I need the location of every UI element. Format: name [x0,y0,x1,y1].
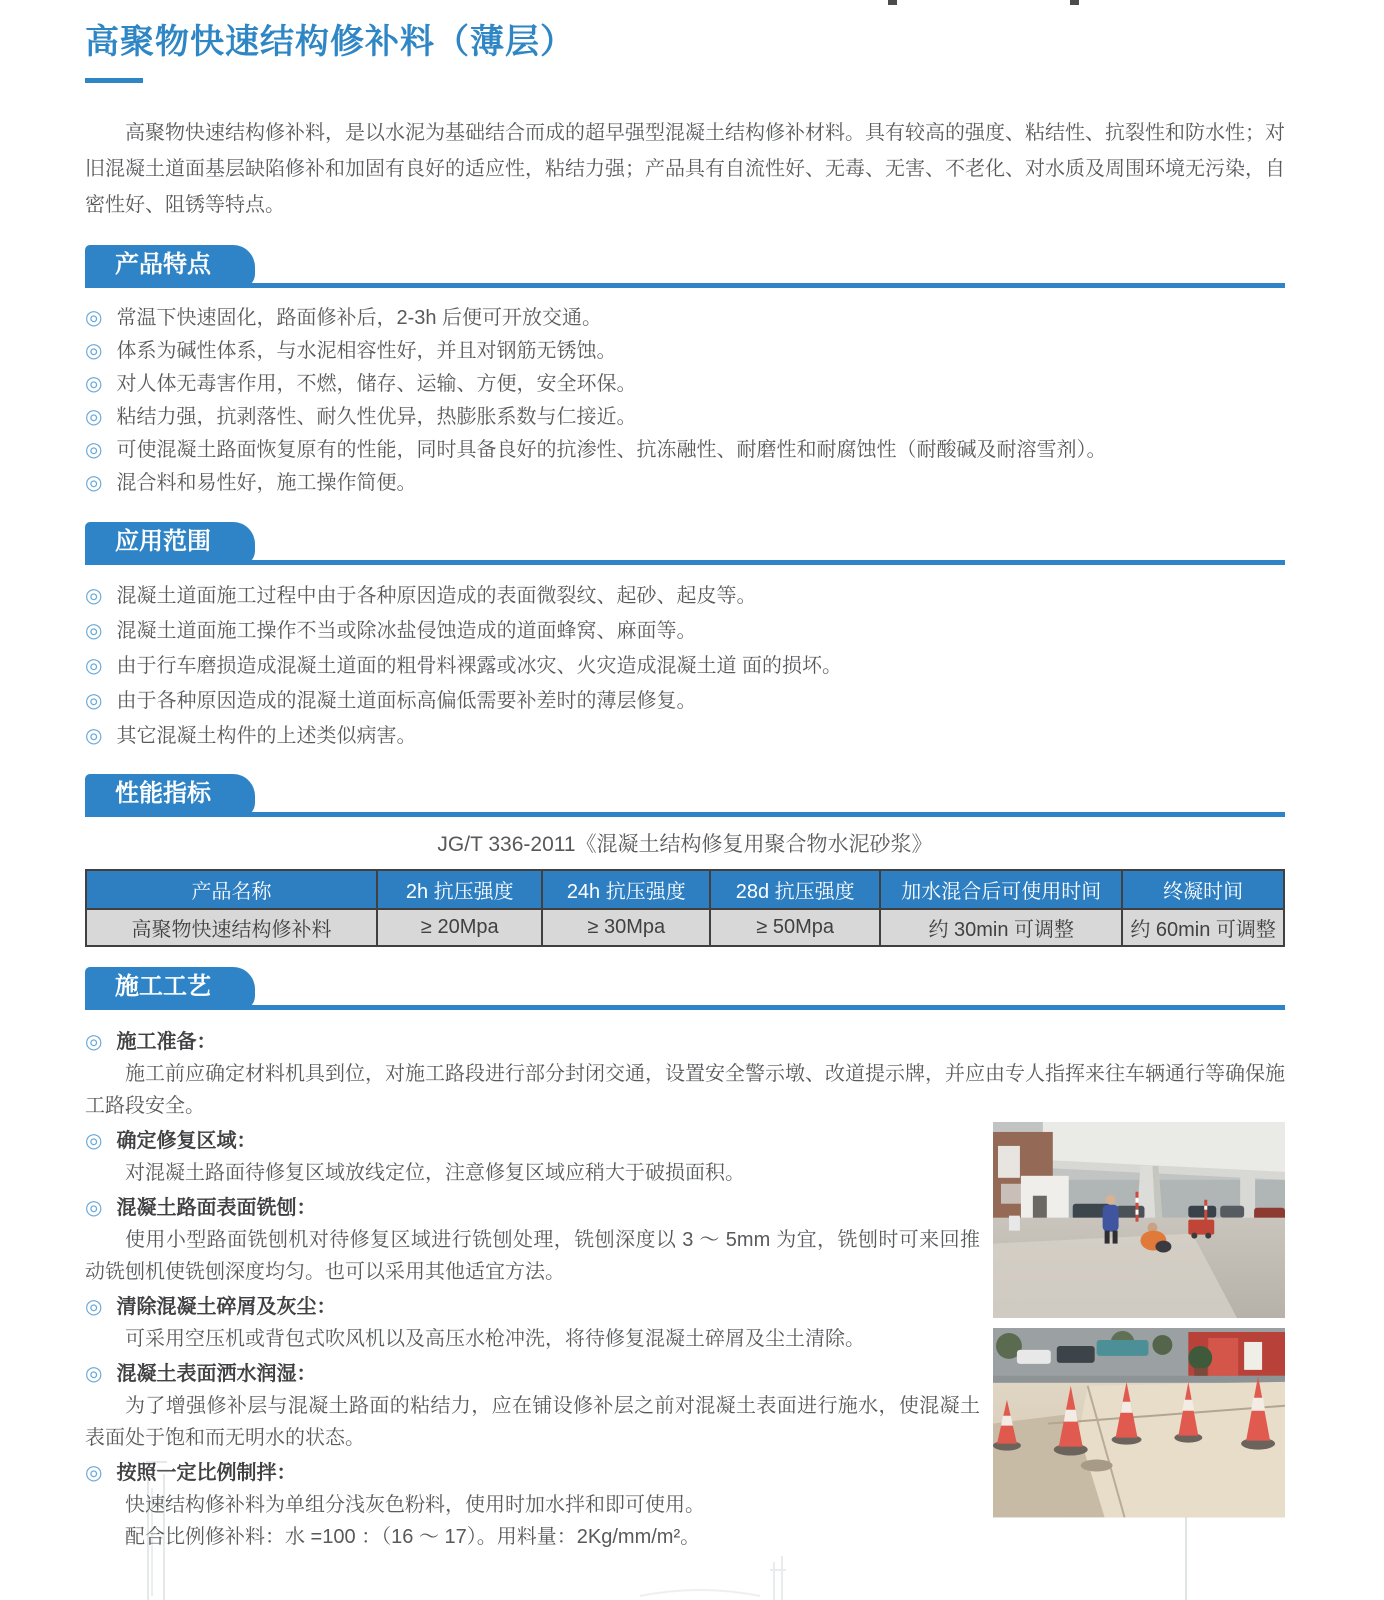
bullseye-bullet-icon: ◎ [85,1130,103,1152]
bullseye-bullet-icon: ◎ [85,373,103,395]
section-rule [85,560,1285,565]
page-title: 高聚物快速结构修补料（薄层） [85,23,575,61]
step-label-text: 确定修复区域： [116,1130,257,1152]
bullseye-bullet-icon: ◎ [85,1031,103,1053]
bullseye-bullet-icon: ◎ [85,655,103,677]
step-label-text: 混凝土表面洒水润湿： [116,1363,317,1385]
section-header-performance [85,774,1285,817]
table-row [86,909,1284,946]
section-header-features [85,245,1285,288]
table-cell: 高聚物快速结构修补料 [86,909,377,946]
section-rule [85,283,1285,288]
section-rule [85,812,1285,817]
process-step-label [85,1125,980,1157]
intro-paragraph: 高聚物快速结构修补料，是以水泥为基础结合而成的超早强型混凝土结构修补材料。具有较高的强度、粘结性、抗裂性和防水性；对旧混凝土道面基层缺陷修补和加固有良好的适应性，粘结力强；产品具有自流性好、无毒、无害、不老化、对水质及周围环境无污染，自密性好、阻锈等特点。 [85,122,1285,216]
features-list [85,302,1285,500]
list-item-text: 混凝土道面施工过程中由于各种原因造成的表面微裂纹、起砂、起皮等。 [116,585,757,607]
bullseye-bullet-icon: ◎ [85,1296,103,1318]
table-header-cell: 28d 抗压强度 [710,870,880,909]
bullseye-bullet-icon: ◎ [85,725,103,747]
list-item-text: 可使混凝土路面恢复原有的性能，同时具备良好的抗渗性、抗冻融性、耐磨性和耐腐蚀性（耐酸碱及耐溶雪剂）。 [116,439,1107,461]
process-step-paragraph: 对混凝土路面待修复区域放线定位，注意修复区域应稍大于破损面积。 [125,1162,745,1184]
section-header-applications [85,522,1285,565]
process-step-label [85,1192,980,1224]
process-photo-column [980,1122,1285,1518]
process-step-paragraph: 配合比例修补料：水 =100 ：（16 ～ 17）。用料量：2Kg/mm/m²。 [125,1526,701,1548]
bullseye-bullet-icon: ◎ [85,472,103,494]
section-header-process [85,967,1285,1010]
road-repair-workers-photo-image [993,1122,1285,1318]
list-item [85,684,1285,719]
bullseye-bullet-icon: ◎ [85,620,103,642]
table-cell: 约 60min 可调整 [1122,909,1284,946]
section-tab-applications: 应用范围 [85,522,255,565]
table-cell: 约 30min 可调整 [880,909,1122,946]
repaired-pavement-cones-photo [993,1328,1285,1517]
list-item-text: 混凝土道面施工操作不当或除冰盐侵蚀造成的道面蜂窝、麻面等。 [116,620,697,642]
bullseye-bullet-icon: ◎ [85,1197,103,1219]
list-item-text: 体系为碱性体系，与水泥相容性好，并且对钢筋无锈蚀。 [116,340,617,362]
step-label-text: 按照一定比例制拌： [116,1462,297,1484]
step-label-text: 清除混凝土碎屑及灰尘： [116,1296,337,1318]
list-item [85,302,1285,335]
process-step-paragraph: 使用小型路面铣刨机对待修复区域进行铣刨处理，铣刨深度以 3 ～ 5mm 为宜，铣刨时可来回推动铣刨机使铣刨深度均匀。也可以采用其他适宜方法。 [85,1229,980,1283]
bullseye-bullet-icon: ◎ [85,406,103,428]
page-content [85,0,1285,1553]
list-item-text: 由于各种原因造成的混凝土道面标高偏低需要补差时的薄层修复。 [116,690,697,712]
table-cell: ≥ 50Mpa [710,909,880,946]
table-header-cell: 24h 抗压强度 [542,870,710,909]
bullseye-bullet-icon: ◎ [85,690,103,712]
list-item [85,719,1285,754]
list-item [85,434,1285,467]
process-content [85,1026,1285,1553]
list-item-text: 混合料和易性好，施工操作简便。 [116,472,417,494]
table-caption: JG/T 336-2011《混凝土结构修复用聚合物水泥砂浆》 [437,833,933,856]
step-label-text: 混凝土路面表面铣刨： [116,1197,317,1219]
table-header-cell: 产品名称 [86,870,377,909]
process-step-paragraph: 为了增强修补层与混凝土路面的粘结力，应在铺设修补层之前对混凝土表面进行施水，使混凝土表面处于饱和而无明水的状态。 [85,1395,980,1449]
repaired-pavement-cones-photo-image [993,1328,1285,1517]
table-header-row [86,870,1284,909]
list-item [85,579,1285,614]
step-label-text: 施工准备： [116,1031,217,1053]
process-step-label [85,1291,980,1323]
section-tab-process: 施工工艺 [85,967,255,1010]
list-item [85,614,1285,649]
list-item-text: 常温下快速固化，路面修补后，2-3h 后便可开放交通。 [116,307,603,329]
table-cell: ≥ 20Mpa [377,909,542,946]
list-item [85,467,1285,500]
process-step-label [85,1026,1285,1058]
table-header-cell: 终凝时间 [1122,870,1284,909]
bullseye-bullet-icon: ◎ [85,439,103,461]
list-item-text: 其它混凝土构件的上述类似病害。 [116,725,417,747]
section-tab-features: 产品特点 [85,245,255,288]
title-underline-dash [85,78,143,83]
list-item [85,649,1285,684]
section-tab-performance: 性能指标 [85,774,255,817]
list-item-text: 由于行车磨损造成混凝土道面的粗骨料裸露或冰灾、火灾造成混凝土道 面的损坏。 [116,655,843,677]
process-step-paragraph: 施工前应确定材料机具到位，对施工路段进行部分封闭交通，设置安全警示墩、改道提示牌，并应由专人指挥来往车辆通行等确保施工路段安全。 [85,1063,1285,1117]
list-item [85,335,1285,368]
bullseye-bullet-icon: ◎ [85,1462,103,1484]
bullseye-bullet-icon: ◎ [85,585,103,607]
list-item [85,401,1285,434]
process-step-paragraph: 可采用空压机或背包式吹风机以及高压水枪冲洗，将待修复混凝土碎屑及尘土清除。 [125,1328,865,1350]
process-step-label [85,1457,980,1489]
bullseye-bullet-icon: ◎ [85,307,103,329]
bullseye-bullet-icon: ◎ [85,1363,103,1385]
list-item-text: 对人体无毒害作用，不燃，储存、运输、方便，安全环保。 [116,373,637,395]
table-cell: ≥ 30Mpa [542,909,710,946]
performance-table [85,869,1285,947]
section-rule [85,1005,1285,1010]
table-header-cell: 2h 抗压强度 [377,870,542,909]
list-item-text: 粘结力强，抗剥落性、耐久性优异，热膨胀系数与仁接近。 [116,406,637,428]
table-header-cell: 加水混合后可使用时间 [880,870,1122,909]
applications-list [85,579,1285,754]
road-repair-workers-photo [993,1122,1285,1318]
bullseye-bullet-icon: ◎ [85,340,103,362]
process-step-paragraph: 快速结构修补料为单组分浅灰色粉料，使用时加水拌和即可使用。 [125,1494,705,1516]
process-step-label [85,1358,980,1390]
list-item [85,368,1285,401]
